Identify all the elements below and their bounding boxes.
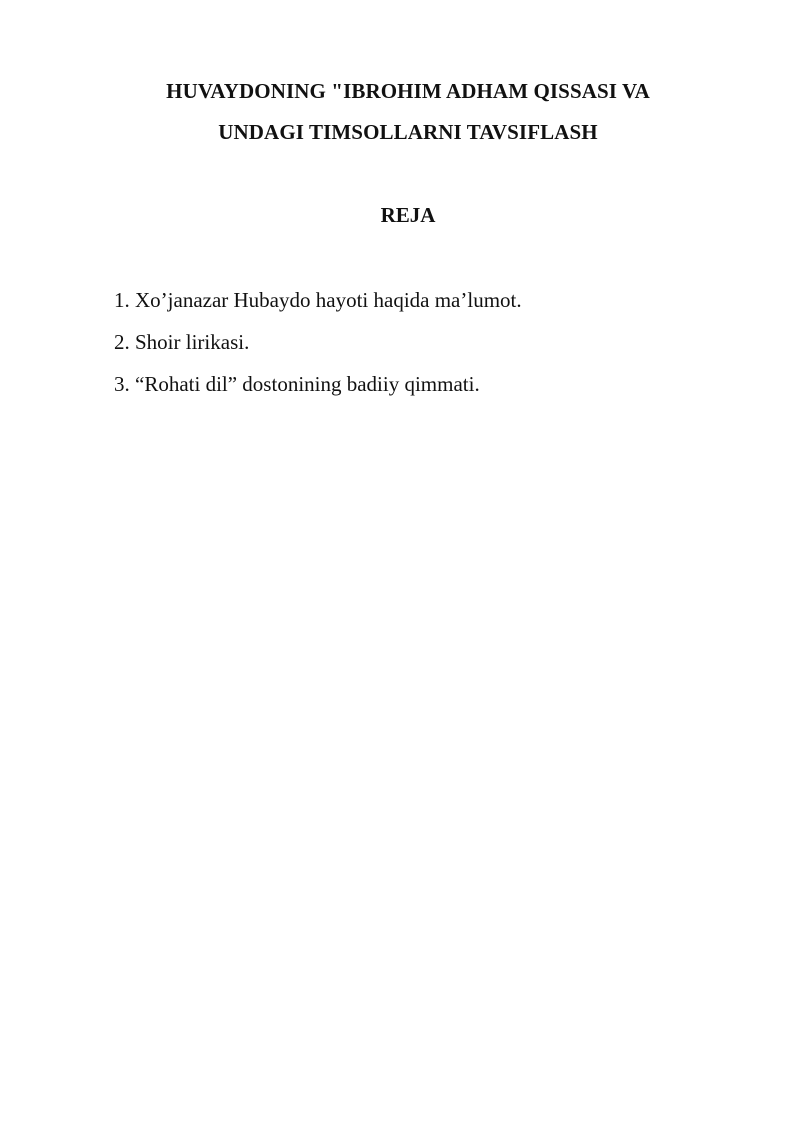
document-title-line-1: HUVAYDONING "IBROHIM ADHAM QISSASI VA — [166, 79, 650, 103]
plan-heading: REJA — [380, 203, 436, 227]
plan-item-1: 1. Xo’janazar Hubaydo hayoti haqida ma’lumot. — [114, 288, 522, 312]
document-title-line-2: UNDAGI TIMSOLLARNI TAVSIFLASH — [218, 120, 598, 144]
plan-item-2: 2. Shoir lirikasi. — [114, 330, 250, 354]
plan-item-3: 3. “Rohati dil” dostonining badiiy qimmati. — [114, 372, 480, 396]
plan-list — [114, 286, 522, 412]
